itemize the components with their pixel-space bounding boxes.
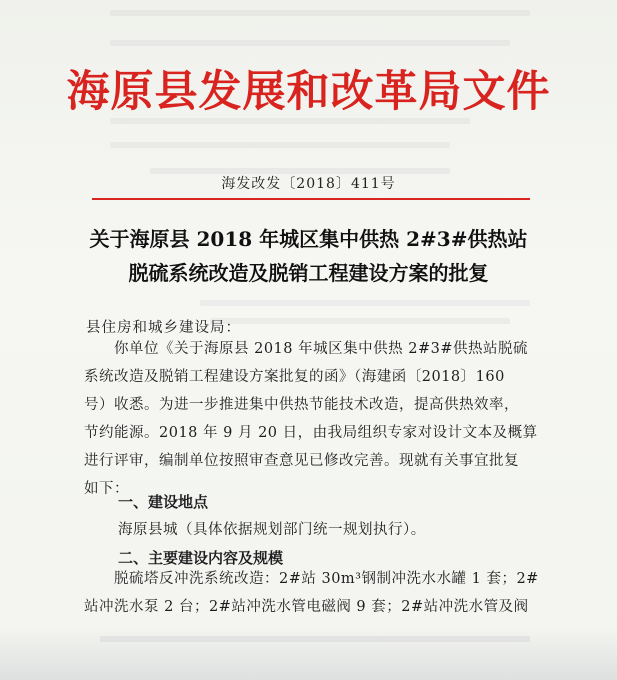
document-title-line: 关于海原县 2018 年城区集中供热 2#3#供热站 (89, 227, 528, 251)
paragraph-line: 节约能源。2018 年 9 月 20 日，由我局组织专家对设计文本及概算 (84, 425, 538, 441)
paragraph-line: 号）收悉。为进一步推进集中供热节能技术改造，提高供热效率， (84, 397, 519, 413)
paragraph-line: 站冲洗水泵 2 台；2#站冲洗水管电磁阀 9 套；2#站冲洗水管及阀 (84, 599, 529, 615)
bleed-through-mark (110, 142, 450, 148)
bleed-through-mark (100, 636, 530, 642)
document-number: 海发改发〔2018〕411号 (221, 176, 396, 192)
section-heading-scope: 二、主要建设内容及规模 (118, 549, 284, 567)
red-divider-line (92, 198, 530, 200)
document-title-line: 脱硫系统改造及脱销工程建设方案的批复 (128, 261, 489, 285)
paragraph-line: 系统改造及脱销工程建设方案批复的函》（海建函〔2018〕160 (84, 369, 505, 385)
paragraph-line: 你单位《关于海原县 2018 年城区集中供热 2#3#供热站脱硫 (114, 341, 528, 357)
bleed-through-mark (110, 10, 530, 16)
recipient: 县住房和城乡建设局： (86, 320, 241, 336)
paragraph-line: 进行评审，编制单位按照审查意见已修改完善。现就有关事宜批复 (84, 453, 519, 469)
bleed-through-mark (110, 40, 510, 46)
intro-paragraph (84, 335, 538, 503)
paragraph-line: 如下： (84, 481, 129, 497)
paragraph-line: 脱硫塔反冲洗系统改造：2#站 30m³钢制冲洗水水罐 1 套；2# (114, 571, 539, 587)
document-title (60, 222, 557, 290)
document-header-title: 海原县发展和改革局文件 (66, 67, 551, 117)
section-heading-location: 一、建设地点 (118, 493, 209, 511)
bleed-through-mark (200, 300, 530, 306)
scope-paragraph (84, 565, 539, 621)
bleed-through-mark (210, 318, 510, 324)
section-body-location: 海原县城（具体依据规划部门统一规划执行）。 (118, 522, 426, 538)
